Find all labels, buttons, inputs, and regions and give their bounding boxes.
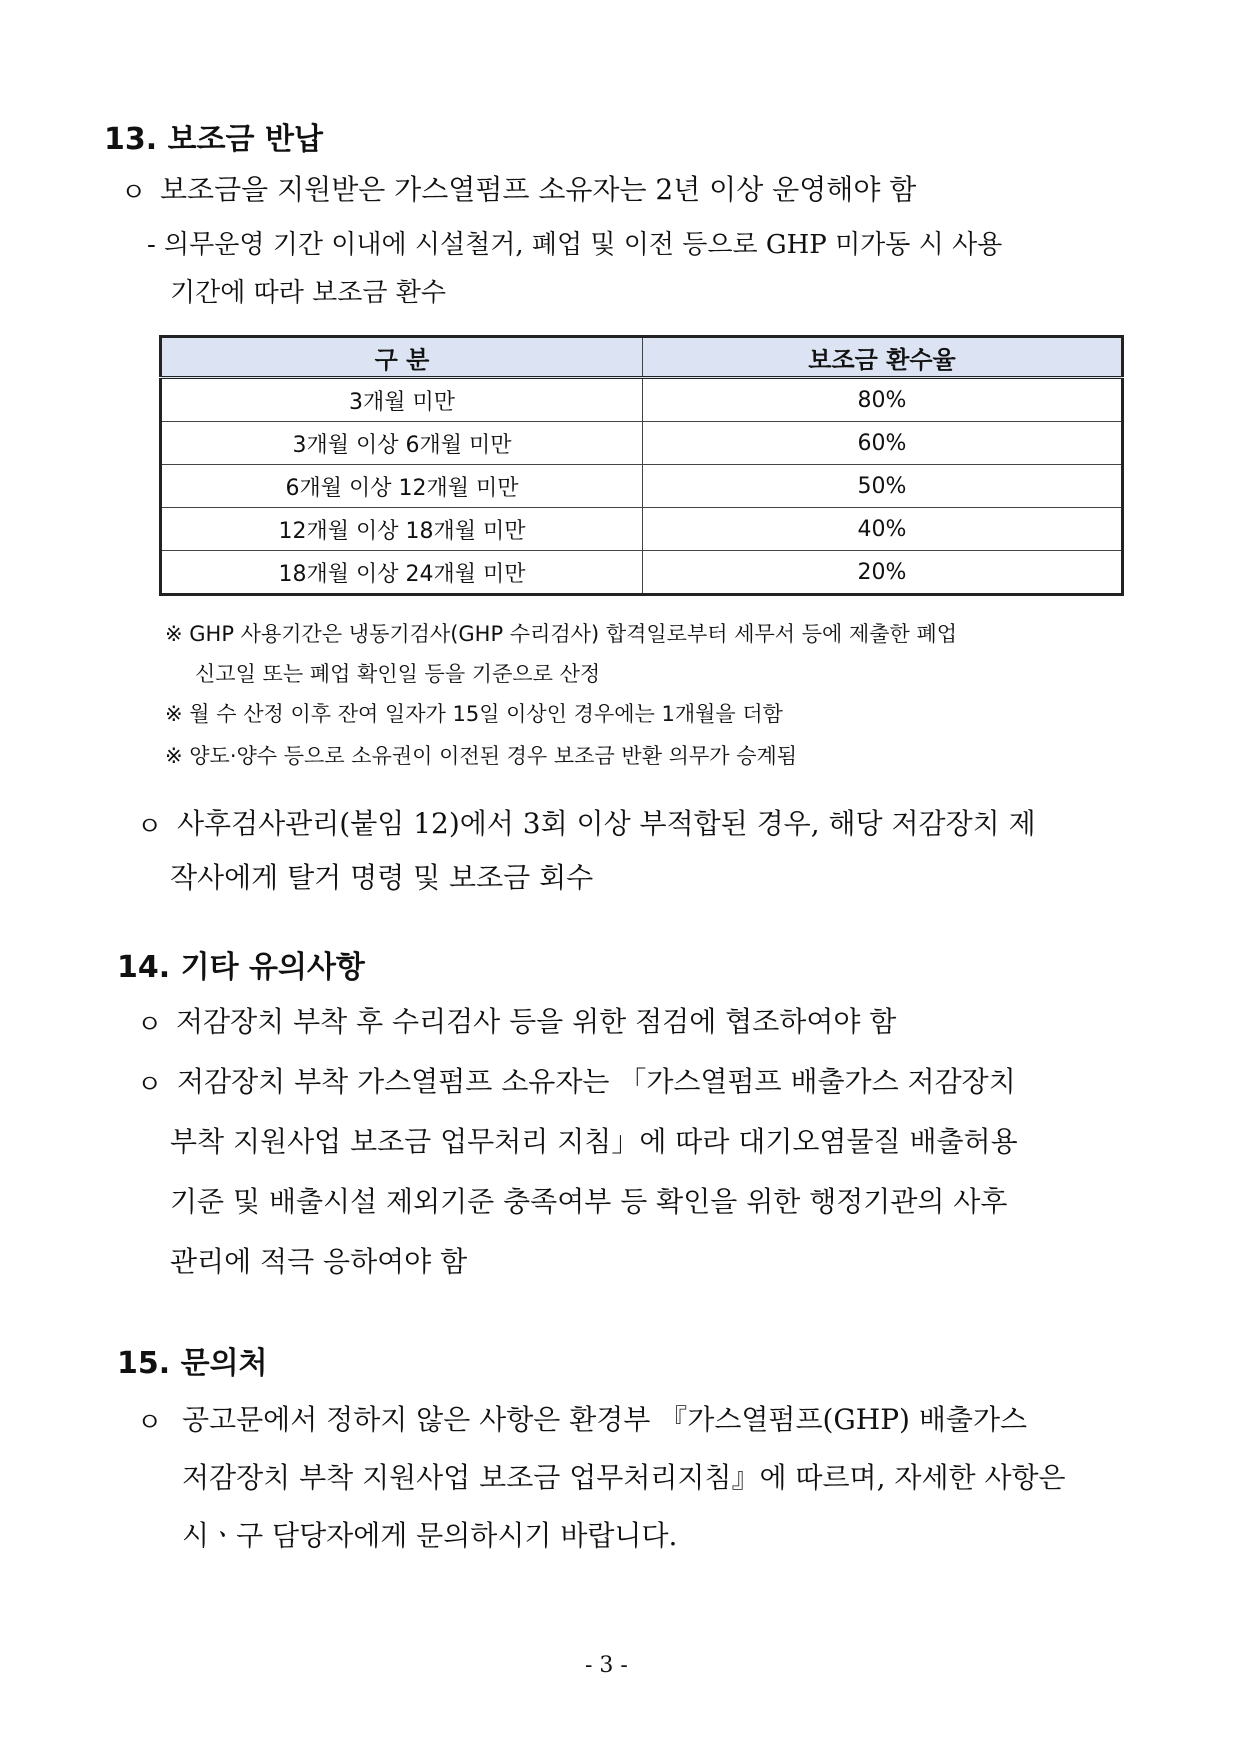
table-cell-rate: 20% xyxy=(643,551,1123,595)
table-cell-period: 3개월 이상 6개월 미만 xyxy=(161,422,643,465)
bullet-mark: ㅇ xyxy=(137,1010,163,1040)
table-cell-rate: 80% xyxy=(643,378,1123,422)
table-cell-period: 18개월 이상 24개월 미만 xyxy=(161,551,643,595)
table-header-category: 구 분 xyxy=(161,337,643,378)
section-14-title: 14. 기타 유의사항 xyxy=(117,950,365,985)
section-15-bullet-line-1: 공고문에서 정하지 않은 사항은 환경부 『가스열펌프(GHP) 배출가스 xyxy=(182,1403,1028,1436)
section-15-bullet-line-2: 저감장치 부착 지원사업 보조금 업무처리지침』에 따르며, 자세한 사항은 xyxy=(182,1461,1066,1494)
note-month-count: ※ 월 수 산정 이후 잔여 일자가 15일 이상인 경우에는 1개월을 더함 xyxy=(165,702,783,726)
table-cell-rate: 60% xyxy=(643,422,1123,465)
note-ownership-transfer: ※ 양도·양수 등으로 소유권이 이전된 경우 보조금 반환 의무가 승계됨 xyxy=(165,744,798,768)
table-row xyxy=(161,378,1123,422)
section-15-bullet-line-3: 시ㆍ구 담당자에게 문의하시기 바랍니다. xyxy=(182,1519,678,1552)
table-row xyxy=(161,508,1123,551)
section-13-bullet-2-line-2: 작사에게 탈거 명령 및 보조금 회수 xyxy=(170,861,594,894)
section-14-bullet-2-line-1: 저감장치 부착 가스열펌프 소유자는 「가스열펌프 배출가스 저감장치 xyxy=(177,1065,1016,1098)
section-13-bullet-1: 보조금을 지원받은 가스열펌프 소유자는 2년 이상 운영해야 함 xyxy=(160,173,917,206)
section-13-title: 13. 보조금 반납 xyxy=(104,122,323,157)
table-cell-rate: 40% xyxy=(643,508,1123,551)
bullet-mark: ㅇ xyxy=(137,1408,163,1438)
section-14-bullet-2-line-2: 부착 지원사업 보조금 업무처리 지침」에 따라 대기오염물질 배출허용 xyxy=(170,1125,1018,1158)
section-13-dash-line-2: 기간에 따라 보조금 환수 xyxy=(170,278,446,308)
table-header-row xyxy=(161,337,1123,378)
table-row xyxy=(161,551,1123,595)
note-usage-period-line-1: ※ GHP 사용기간은 냉동기검사(GHP 수리검사) 합격일로부터 세무서 등에 제출한 폐업 xyxy=(165,622,958,646)
page-number: - 3 - xyxy=(585,1653,628,1678)
section-13-dash-line-1: - 의무운영 기간 이내에 시설철거, 폐업 및 이전 등으로 GHP 미가동 시 사용 xyxy=(147,230,1003,260)
table-row xyxy=(161,465,1123,508)
table-cell-period: 6개월 이상 12개월 미만 xyxy=(161,465,643,508)
section-15-title: 15. 문의처 xyxy=(117,1346,268,1381)
section-14-bullet-1: 저감장치 부착 후 수리검사 등을 위한 점검에 협조하여야 함 xyxy=(176,1005,897,1038)
bullet-mark: ㅇ xyxy=(137,1070,163,1100)
table-cell-period: 12개월 이상 18개월 미만 xyxy=(161,508,643,551)
table-cell-rate: 50% xyxy=(643,465,1123,508)
section-14-bullet-2-line-4: 관리에 적극 응하여야 함 xyxy=(170,1245,468,1278)
note-usage-period-line-2: 신고일 또는 폐업 확인일 등을 기준으로 산정 xyxy=(195,662,601,686)
bullet-mark: ㅇ xyxy=(121,178,147,208)
section-14-bullet-2-line-3: 기준 및 배출시설 제외기준 충족여부 등 확인을 위한 행정기관의 사후 xyxy=(170,1185,1008,1218)
section-13-bullet-2-line-1: 사후검사관리(붙임 12)에서 3회 이상 부적합된 경우, 해당 저감장치 제 xyxy=(177,807,1036,840)
table-row xyxy=(161,422,1123,465)
refund-rate-table xyxy=(159,335,1124,596)
bullet-mark: ㅇ xyxy=(137,812,163,842)
table-cell-period: 3개월 미만 xyxy=(161,378,643,422)
table-header-rate: 보조금 환수율 xyxy=(643,337,1123,378)
